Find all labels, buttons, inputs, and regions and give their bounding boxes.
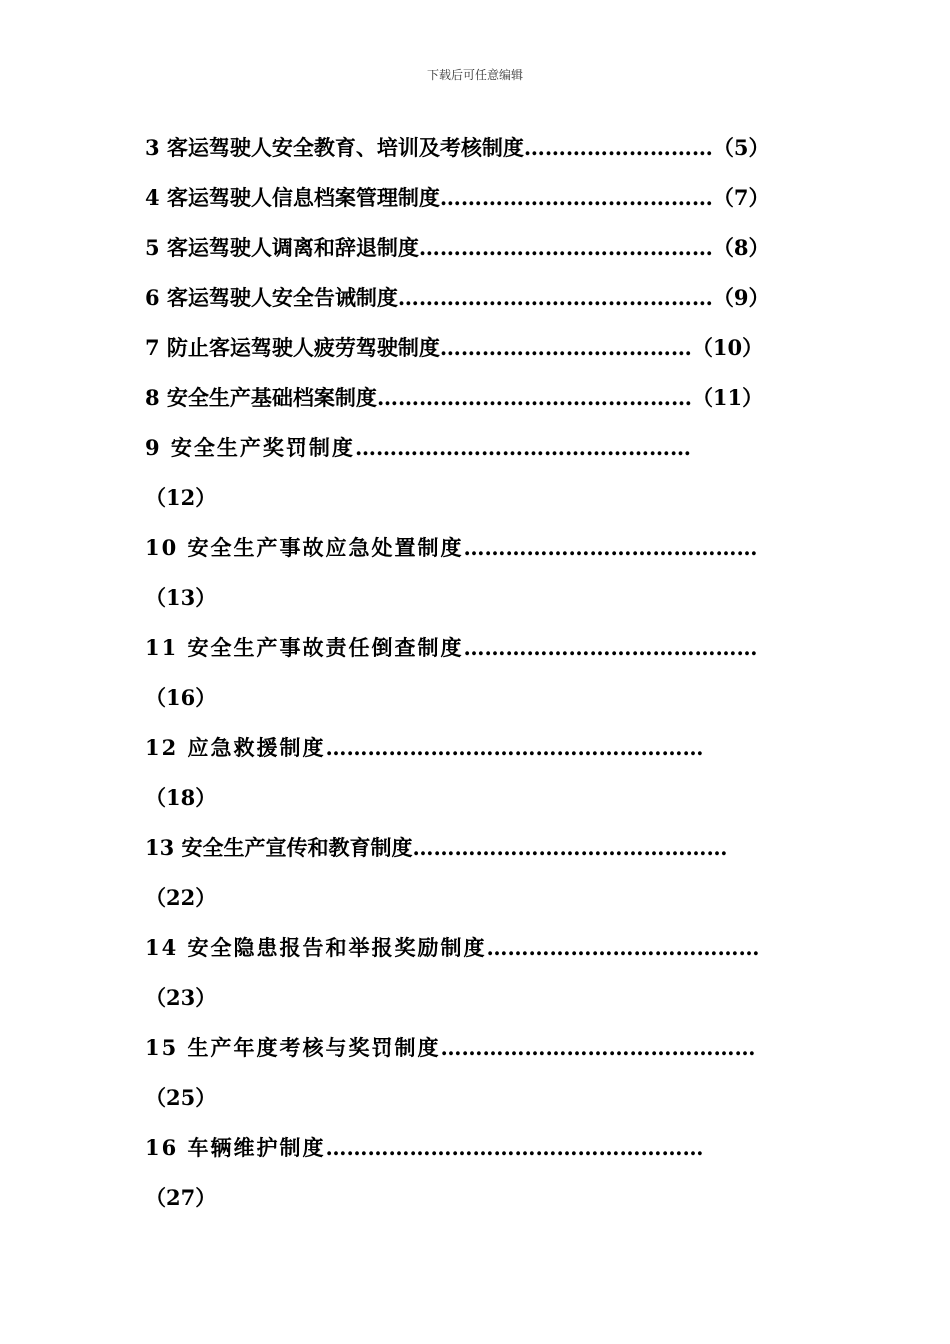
toc-page-number: （7）: [712, 185, 770, 210]
toc-entry-page-line: [145, 778, 850, 828]
toc-entry-line: [145, 828, 850, 878]
toc-entry-page-line: [145, 1078, 850, 1128]
toc-entry-page-line: [145, 878, 850, 928]
toc-entry[interactable]: [145, 178, 850, 228]
toc-entry-title: 11 安全生产事故责任倒查制度: [145, 635, 464, 660]
toc-entry-line: [145, 178, 850, 228]
toc-entry-line: [145, 1128, 850, 1178]
toc-entry[interactable]: [145, 828, 850, 928]
toc-entry-line: [145, 278, 850, 328]
toc-page-number: （9）: [712, 285, 770, 310]
toc-entry-title: 5 客运驾驶人调离和辞退制度: [145, 235, 419, 260]
toc-entry[interactable]: [145, 378, 850, 428]
toc-entry-line: [145, 228, 850, 278]
toc-entry-title: 8 安全生产基础档案制度: [145, 385, 377, 410]
toc-leader-dots: …………………………………………: [354, 435, 691, 460]
toc-entry[interactable]: [145, 528, 850, 628]
toc-leader-dots: ………………………………………………: [325, 1135, 704, 1160]
toc-page-number: （5）: [712, 135, 770, 160]
toc-entry-title: 10 安全生产事故应急处置制度: [145, 535, 464, 560]
toc-entry-title: 14 安全隐患报告和举报奖励制度: [145, 935, 487, 960]
toc-leader-dots: ………………………………………: [397, 285, 713, 310]
toc-page-number: （23）: [145, 985, 217, 1010]
toc-leader-dots: ………………………………………: [440, 1035, 756, 1060]
toc-entry-title: 6 客运驾驶人安全告诫制度: [145, 285, 398, 310]
toc-entry[interactable]: [145, 328, 850, 378]
toc-entry-line: [145, 378, 850, 428]
toc-page-number: （22）: [145, 885, 217, 910]
toc-leader-dots: …………………………………: [439, 185, 713, 210]
toc-page-number: （25）: [145, 1085, 217, 1110]
toc-page-number: （13）: [145, 585, 217, 610]
toc-leader-dots: ……………………………………: [463, 635, 758, 660]
toc-entry-title: 9 安全生产奖罚制度: [145, 435, 355, 460]
toc-entry-title: 15 生产年度考核与奖罚制度: [145, 1035, 441, 1060]
toc-page-number: （12）: [145, 485, 217, 510]
toc-leader-dots: ………………………………: [439, 335, 692, 360]
toc-entry[interactable]: [145, 1028, 850, 1128]
toc-entry[interactable]: [145, 1128, 850, 1228]
page-header: 下载后可任意编辑: [426, 68, 523, 82]
toc-entry[interactable]: [145, 628, 850, 728]
toc-page-number: （16）: [145, 685, 217, 710]
table-of-contents: [145, 128, 850, 1228]
toc-entry-page-line: [145, 578, 850, 628]
toc-entry-page-line: [145, 678, 850, 728]
toc-entry-line: [145, 728, 850, 778]
toc-entry-title: 13 安全生产宣传和教育制度: [145, 835, 413, 860]
toc-entry-line: [145, 1028, 850, 1078]
toc-entry-title: 4 客运驾驶人信息档案管理制度: [145, 185, 440, 210]
toc-entry-page-line: [145, 1178, 850, 1228]
toc-entry-title: 7 防止客运驾驶人疲劳驾驶制度: [145, 335, 440, 360]
toc-leader-dots: …………………………………: [486, 935, 760, 960]
toc-entry-title: 3 客运驾驶人安全教育、培训及考核制度: [145, 135, 524, 160]
toc-entry[interactable]: [145, 728, 850, 828]
toc-leader-dots: ………………………………………: [376, 385, 692, 410]
toc-page-number: （8）: [712, 235, 770, 260]
toc-leader-dots: ………………………: [523, 135, 713, 160]
toc-entry[interactable]: [145, 928, 850, 1028]
toc-page-number: （27）: [145, 1185, 217, 1210]
toc-entry[interactable]: [145, 128, 850, 178]
toc-entry-line: [145, 928, 850, 978]
toc-entry-page-line: [145, 978, 850, 1028]
toc-leader-dots: ………………………………………………: [325, 735, 704, 760]
toc-entry-line: [145, 628, 850, 678]
toc-entry-line: [145, 128, 850, 178]
toc-entry-page-line: [145, 478, 850, 528]
toc-page-number: （18）: [145, 785, 217, 810]
toc-entry[interactable]: [145, 228, 850, 278]
toc-entry[interactable]: [145, 428, 850, 528]
toc-entry[interactable]: [145, 278, 850, 328]
toc-entry-line: [145, 428, 850, 478]
toc-page-number: （11）: [691, 385, 764, 410]
toc-leader-dots: ……………………………………: [463, 535, 758, 560]
toc-entry-line: [145, 328, 850, 378]
toc-entry-line: [145, 528, 850, 578]
toc-entry-title: 16 车辆维护制度: [145, 1135, 326, 1160]
toc-page-number: （10）: [691, 335, 764, 360]
toc-leader-dots: ……………………………………: [418, 235, 713, 260]
toc-leader-dots: ………………………………………: [412, 835, 728, 860]
toc-entry-title: 12 应急救援制度: [145, 735, 326, 760]
